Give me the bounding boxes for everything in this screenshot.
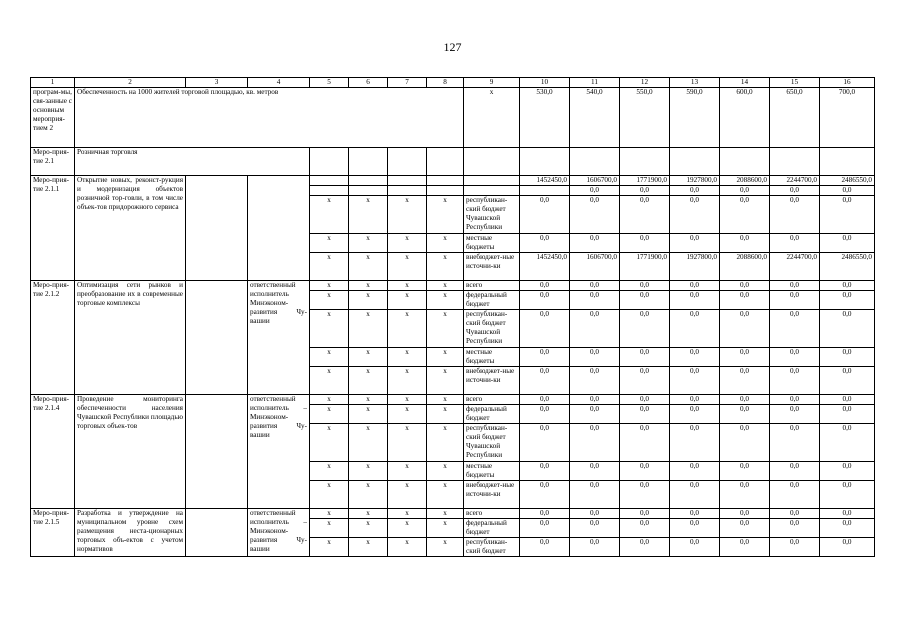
value-cell: 0,0 — [620, 367, 670, 395]
value-cell: 0,0 — [620, 462, 670, 481]
value-cell: 0,0 — [570, 281, 620, 291]
value-cell: 0,0 — [720, 186, 770, 196]
value-cell: 0,0 — [820, 196, 875, 234]
value-cell: 1606700,0 — [570, 253, 620, 281]
funding-source: внебюджет-ные источни-ки — [464, 253, 520, 281]
responsible: ответственный исполнитель – Минэконом-развития Чу-вашии — [248, 395, 310, 509]
value-cell: 1771900,0 — [620, 253, 670, 281]
table-row — [31, 395, 875, 405]
value-cell: 2088600,0 — [720, 253, 770, 281]
value-cell: 0,0 — [620, 348, 670, 367]
value-cell: 0,0 — [620, 291, 670, 310]
x-mark: х — [388, 395, 427, 405]
value-cell: 0,0 — [820, 405, 875, 424]
value-cell: 0,0 — [770, 538, 820, 557]
x-mark: х — [427, 405, 464, 424]
funding-source: внебюджет-ные источни-ки — [464, 481, 520, 509]
x-mark: х — [388, 405, 427, 424]
funding-source: внебюджет-ные источни-ки — [464, 367, 520, 395]
value-cell: 2244700,0 — [770, 176, 820, 186]
header-row — [31, 78, 875, 88]
page-number: 127 — [443, 40, 462, 54]
value-cell: 0,0 — [670, 509, 720, 519]
x-mark: х — [310, 234, 349, 253]
value-cell: 0,0 — [520, 234, 570, 253]
funding-source: республикан-ский бюджет Чувашской Республики — [464, 424, 520, 462]
x-mark: х — [349, 234, 388, 253]
value-cell: 1452450,0 — [520, 253, 570, 281]
value-cell: 0,0 — [770, 186, 820, 196]
x-mark: х — [388, 509, 427, 519]
value-cell: 0,0 — [670, 481, 720, 509]
value-cell: 0,0 — [820, 519, 875, 538]
value-cell: 0,0 — [670, 538, 720, 557]
value-cell: 0,0 — [520, 424, 570, 462]
value-cell: 0,0 — [770, 310, 820, 348]
value-cell: 0,0 — [820, 424, 875, 462]
responsible: ответственный исполнитель Минэконом-развития Чу-вашии — [248, 281, 310, 395]
col-header: 16 — [820, 78, 875, 88]
value-cell: 0,0 — [770, 291, 820, 310]
value-cell: 0,0 — [570, 367, 620, 395]
funding-source: местные бюджеты — [464, 348, 520, 367]
x-mark: х — [349, 367, 388, 395]
col-header: 2 — [75, 78, 186, 88]
col-header: 9 — [464, 78, 520, 88]
x-mark: х — [349, 348, 388, 367]
x-mark: х — [388, 310, 427, 348]
measure-name: Оптимизация сети рынков и преобразование их в современные торговые комплексы — [75, 281, 186, 395]
value-cell: 0,0 — [620, 395, 670, 405]
value-cell: 0,0 — [520, 538, 570, 557]
value-cell: 0,0 — [770, 509, 820, 519]
value-cell: 0,0 — [670, 367, 720, 395]
value-cell: 0,0 — [770, 424, 820, 462]
col-header: 5 — [310, 78, 349, 88]
value-cell: 0,0 — [820, 462, 875, 481]
x-mark: х — [427, 196, 464, 234]
x-mark: х — [464, 88, 520, 148]
col-header: 11 — [570, 78, 620, 88]
value-cell: 0,0 — [520, 509, 570, 519]
x-mark: х — [388, 196, 427, 234]
value-cell: 0,0 — [820, 234, 875, 253]
value-cell: 550,0 — [620, 88, 670, 148]
measure-name: Проведение мониторинга обеспеченности населения Чувашской Республики площадью торговых объек-тов — [75, 395, 186, 509]
value-cell: 0,0 — [820, 481, 875, 509]
row-label: Меро-прия-тие 2.1 — [31, 148, 75, 176]
indicator-row — [31, 88, 875, 148]
x-mark: х — [310, 519, 349, 538]
col-header: 13 — [670, 78, 720, 88]
funding-source: республикан-ский бюджет — [464, 538, 520, 557]
x-mark: х — [310, 424, 349, 462]
value-cell: 0,0 — [570, 481, 620, 509]
value-cell: 0,0 — [670, 395, 720, 405]
col-header: 15 — [770, 78, 820, 88]
value-cell: 0,0 — [820, 509, 875, 519]
value-cell: 0,0 — [720, 509, 770, 519]
x-mark: х — [349, 519, 388, 538]
x-mark: х — [427, 462, 464, 481]
col-header: 3 — [186, 78, 248, 88]
value-cell: 0,0 — [720, 291, 770, 310]
x-mark: х — [427, 538, 464, 557]
value-cell: 0,0 — [720, 424, 770, 462]
value-cell: 0,0 — [570, 234, 620, 253]
x-mark: х — [349, 462, 388, 481]
x-mark: х — [310, 395, 349, 405]
x-mark: х — [427, 310, 464, 348]
value-cell: 0,0 — [820, 367, 875, 395]
value-cell: 0,0 — [770, 519, 820, 538]
value-cell: 0,0 — [770, 405, 820, 424]
x-mark: х — [349, 405, 388, 424]
value-cell: 0,0 — [770, 462, 820, 481]
x-mark: х — [349, 481, 388, 509]
value-cell: 0,0 — [720, 234, 770, 253]
value-cell: 2244700,0 — [770, 253, 820, 281]
value-cell: 0,0 — [720, 281, 770, 291]
value-cell: 0,0 — [620, 538, 670, 557]
value-cell: 2486550,0 — [820, 176, 875, 186]
value-cell: 0,0 — [570, 538, 620, 557]
x-mark: х — [388, 253, 427, 281]
value-cell: 0,0 — [720, 310, 770, 348]
x-mark: х — [310, 462, 349, 481]
value-cell: 0,0 — [520, 367, 570, 395]
col-header: 12 — [620, 78, 670, 88]
value-cell: 600,0 — [720, 88, 770, 148]
value-cell: 0,0 — [620, 196, 670, 234]
row-label: Меро-прия-тие 2.1.2 — [31, 281, 75, 395]
value-cell: 0,0 — [620, 424, 670, 462]
x-mark: х — [427, 509, 464, 519]
value-cell: 0,0 — [720, 462, 770, 481]
x-mark: х — [388, 234, 427, 253]
value-cell: 0,0 — [670, 186, 720, 196]
table-row — [31, 509, 875, 519]
x-mark: х — [349, 291, 388, 310]
x-mark: х — [349, 424, 388, 462]
section-name: Розничная торговля — [75, 148, 310, 176]
value-cell: 0,0 — [670, 196, 720, 234]
value-cell: 1606700,0 — [570, 176, 620, 186]
funding-source: всего — [464, 395, 520, 405]
measure-name: Открытие новых, реконст-рукция и модернизация объектов розничной тор-говли, в том числе объек-тов придорожного сервиса — [75, 176, 186, 281]
value-cell: 0,0 — [770, 367, 820, 395]
value-cell: 0,0 — [620, 281, 670, 291]
value-cell: 530,0 — [520, 88, 570, 148]
section-row — [31, 148, 875, 176]
value-cell: 0,0 — [520, 519, 570, 538]
value-cell: 0,0 — [520, 481, 570, 509]
x-mark: х — [310, 291, 349, 310]
value-cell: 0,0 — [670, 462, 720, 481]
value-cell: 0,0 — [570, 424, 620, 462]
value-cell: 0,0 — [620, 186, 670, 196]
row-label: Меро-прия-тие 2.1.4 — [31, 395, 75, 509]
value-cell: 0,0 — [520, 196, 570, 234]
value-cell: 0,0 — [770, 196, 820, 234]
x-mark: х — [310, 509, 349, 519]
value-cell: 1927800,0 — [670, 176, 720, 186]
value-cell: 0,0 — [820, 348, 875, 367]
value-cell: 0,0 — [820, 186, 875, 196]
x-mark: х — [310, 405, 349, 424]
value-cell: 0,0 — [520, 281, 570, 291]
value-cell: 0,0 — [770, 234, 820, 253]
value-cell: 0,0 — [770, 481, 820, 509]
x-mark: х — [310, 310, 349, 348]
x-mark: х — [388, 424, 427, 462]
value-cell: 0,0 — [720, 395, 770, 405]
value-cell: 0,0 — [570, 405, 620, 424]
value-cell: 0,0 — [670, 405, 720, 424]
value-cell: 0,0 — [520, 291, 570, 310]
x-mark: х — [427, 253, 464, 281]
value-cell: 0,0 — [720, 519, 770, 538]
col-header: 6 — [349, 78, 388, 88]
responsible: ответственный исполнитель – Минэконом-развития Чу-вашии — [248, 509, 310, 557]
value-cell: 0,0 — [570, 348, 620, 367]
x-mark: х — [349, 253, 388, 281]
col-header: 1 — [31, 78, 75, 88]
x-mark: х — [349, 196, 388, 234]
value-cell: 0,0 — [720, 367, 770, 395]
value-cell: 0,0 — [720, 405, 770, 424]
table-row — [31, 281, 875, 291]
value-cell: 0,0 — [620, 234, 670, 253]
x-mark: х — [388, 291, 427, 310]
funding-source: федеральный бюджет — [464, 291, 520, 310]
x-mark: х — [427, 348, 464, 367]
x-mark: х — [388, 481, 427, 509]
x-mark: х — [310, 481, 349, 509]
value-cell: 0,0 — [570, 519, 620, 538]
value-cell: 0,0 — [720, 538, 770, 557]
value-cell: 0,0 — [770, 395, 820, 405]
value-cell: 0,0 — [570, 509, 620, 519]
funding-source: местные бюджеты — [464, 234, 520, 253]
value-cell: 0,0 — [520, 462, 570, 481]
value-cell: 0,0 — [620, 405, 670, 424]
x-mark: х — [310, 367, 349, 395]
funding-source: республикан-ский бюджет Чувашской Республики — [464, 310, 520, 348]
value-cell: 0,0 — [670, 291, 720, 310]
value-cell: 0,0 — [520, 310, 570, 348]
value-cell: 0,0 — [670, 348, 720, 367]
x-mark: х — [388, 367, 427, 395]
col-header: 14 — [720, 78, 770, 88]
x-mark: х — [349, 509, 388, 519]
x-mark: х — [388, 538, 427, 557]
value-cell: 650,0 — [770, 88, 820, 148]
x-mark: х — [427, 481, 464, 509]
value-cell: 0,0 — [570, 196, 620, 234]
value-cell: 0,0 — [570, 395, 620, 405]
value-cell: 0,0 — [670, 281, 720, 291]
value-cell: 0,0 — [820, 310, 875, 348]
value-cell: 0,0 — [820, 291, 875, 310]
x-mark: х — [427, 291, 464, 310]
funding-source: федеральный бюджет — [464, 519, 520, 538]
row-label: програм-мы, свя-занные с основным мероприя-тием 2 — [31, 88, 75, 148]
row-label: Меро-прия-тие 2.1.5 — [31, 509, 75, 557]
value-cell: 0,0 — [770, 281, 820, 291]
funding-source: федеральный бюджет — [464, 405, 520, 424]
col-header: 7 — [388, 78, 427, 88]
table-row — [31, 176, 875, 186]
x-mark: х — [349, 310, 388, 348]
x-mark: х — [310, 253, 349, 281]
value-cell: 540,0 — [570, 88, 620, 148]
col-header: 4 — [248, 78, 310, 88]
value-cell: 0,0 — [670, 424, 720, 462]
value-cell: 0,0 — [570, 291, 620, 310]
value-cell: 1927800,0 — [670, 253, 720, 281]
budget-table — [30, 77, 875, 557]
x-mark: х — [427, 281, 464, 291]
value-cell: 0,0 — [820, 538, 875, 557]
value-cell: 1452450,0 — [520, 176, 570, 186]
value-cell: 0,0 — [520, 395, 570, 405]
x-mark: х — [310, 348, 349, 367]
value-cell: 0,0 — [720, 348, 770, 367]
value-cell: 0,0 — [670, 310, 720, 348]
value-cell: 0,0 — [820, 281, 875, 291]
value-cell: 1771900,0 — [620, 176, 670, 186]
x-mark: х — [349, 395, 388, 405]
value-cell: 0,0 — [670, 234, 720, 253]
value-cell: 0,0 — [620, 310, 670, 348]
x-mark: х — [427, 367, 464, 395]
value-cell: 0,0 — [570, 186, 620, 196]
funding-source: местные бюджеты — [464, 462, 520, 481]
x-mark: х — [427, 395, 464, 405]
value-cell: 0,0 — [720, 481, 770, 509]
value-cell: 0,0 — [770, 348, 820, 367]
indicator-name: Обеспеченность на 1000 жителей торговой площадью, кв. метров — [75, 88, 464, 148]
value-cell: 0,0 — [670, 519, 720, 538]
value-cell: 0,0 — [620, 519, 670, 538]
funding-source: всего — [464, 509, 520, 519]
x-mark: х — [388, 281, 427, 291]
x-mark: х — [310, 281, 349, 291]
x-mark: х — [388, 348, 427, 367]
x-mark: х — [427, 519, 464, 538]
measure-name: Разработка и утверждение на муниципальном уровне схем размещения неста-ционарных торговых объ-ектов с учетом нормативов — [75, 509, 186, 557]
x-mark: х — [349, 281, 388, 291]
value-cell: 0,0 — [820, 395, 875, 405]
value-cell: 0,0 — [520, 405, 570, 424]
x-mark: х — [310, 196, 349, 234]
funding-source: республикан-ский бюджет Чувашской Республики — [464, 196, 520, 234]
value-cell: 0,0 — [520, 348, 570, 367]
value-cell: 0,0 — [570, 310, 620, 348]
col-header: 8 — [427, 78, 464, 88]
funding-source: всего — [464, 281, 520, 291]
x-mark: х — [427, 234, 464, 253]
value-cell: 2486550,0 — [820, 253, 875, 281]
value-cell: 0,0 — [570, 462, 620, 481]
x-mark: х — [388, 519, 427, 538]
x-mark: х — [388, 462, 427, 481]
value-cell: 700,0 — [820, 88, 875, 148]
row-label: Меро-прия-тие 2.1.1 — [31, 176, 75, 281]
x-mark: х — [427, 424, 464, 462]
x-mark: х — [310, 538, 349, 557]
value-cell: 0,0 — [720, 196, 770, 234]
value-cell: 0,0 — [620, 481, 670, 509]
value-cell: 2088600,0 — [720, 176, 770, 186]
x-mark: х — [349, 538, 388, 557]
value-cell: 0,0 — [620, 509, 670, 519]
col-header: 10 — [520, 78, 570, 88]
value-cell: 590,0 — [670, 88, 720, 148]
